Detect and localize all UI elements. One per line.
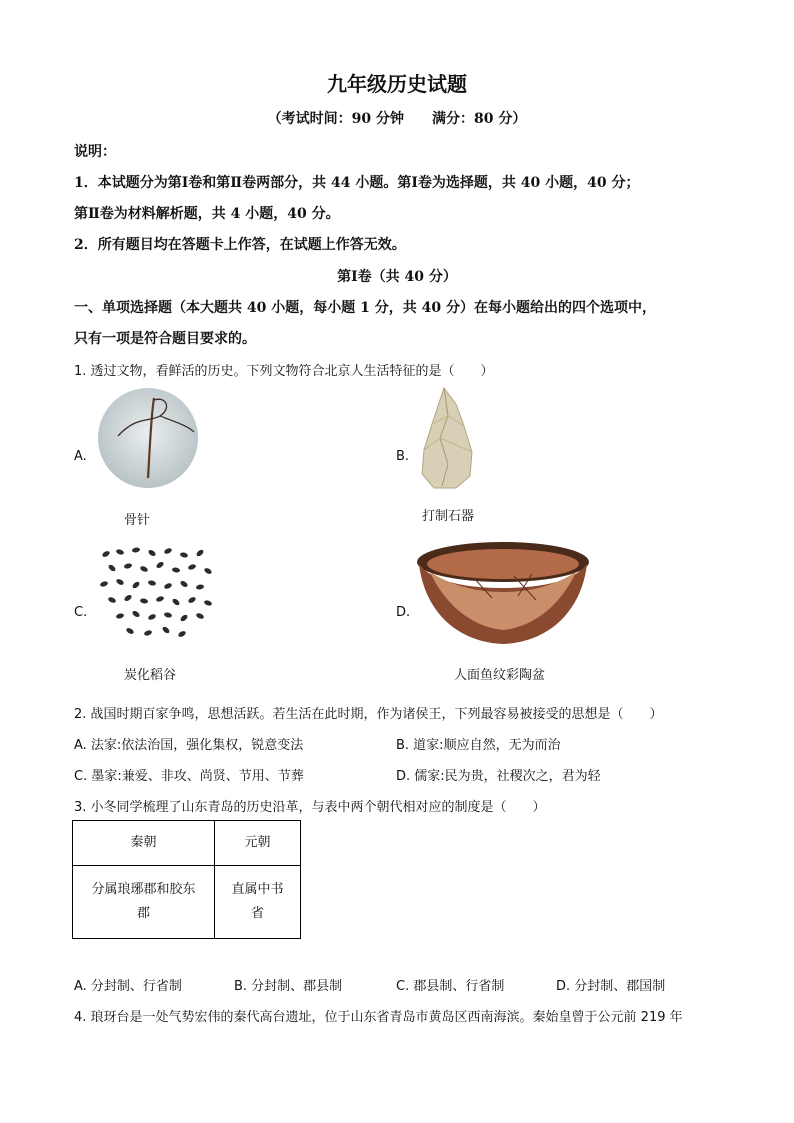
table-cell-qin-line-1: 分属琅琊郡和胶东: [91, 882, 196, 897]
question-2-stem: 2. 战国时期百家争鸣，思想活跃。若生活在此时期，作为诸侯王，下列最容易被接受的思想是（ ）: [74, 707, 663, 722]
q1-option-c-letter: C.: [74, 605, 88, 620]
q3-option-a: A. 分封制、行省制: [74, 979, 182, 994]
carbonized-rice-image: [96, 544, 220, 644]
q1-option-d-caption: 人面鱼纹彩陶盆: [454, 668, 546, 683]
stone-tool-image: [418, 386, 476, 490]
part-instructions-line-2: 只有一项是符合题目要求的。: [74, 331, 256, 347]
table-cell-yuan: [215, 866, 301, 939]
instructions-heading: 说明：: [74, 144, 116, 160]
q1-option-d-letter: D.: [396, 605, 411, 620]
q3-option-d: D. 分封制、郡国制: [556, 979, 666, 994]
q3-option-b: B. 分封制、郡县制: [234, 979, 343, 994]
table-header-yuan: 元朝: [215, 821, 301, 866]
history-table: [72, 820, 301, 939]
q2-option-a: A. 法家:依法治国，强化集权，锐意变法: [74, 738, 304, 753]
bone-needle-image: [96, 386, 200, 490]
table-header-qin: 秦朝: [73, 821, 215, 866]
q1-option-b-caption: 打制石器: [422, 509, 475, 524]
part-instructions-line-1: 一、单项选择题（本大题共 40 小题，每小题 1 分，共 40 分）在每小题给出的四个选项中，: [74, 300, 656, 316]
instructions-line-1: 1．本试题分为第Ⅰ卷和第Ⅱ卷两部分，共 44 小题。第Ⅰ卷为选择题，共 40 小题，40 分；: [74, 175, 640, 191]
exam-title: 九年级历史试题: [327, 72, 467, 96]
table-cell-qin-line-2: 郡: [136, 906, 150, 921]
q2-option-c: C. 墨家:兼爱、非攻、尚贤、节用、节葬: [74, 769, 304, 784]
table-cell-yuan-line-2: 省: [250, 906, 264, 921]
section-title: 第Ⅰ卷（共 40 分）: [337, 269, 457, 285]
exam-subtitle: （考试时间：90 分钟 满分：80 分）: [267, 111, 527, 127]
question-1-stem: 1. 透过文物，看鲜活的历史。下列文物符合北京人生活特征的是（ ）: [74, 364, 494, 379]
q2-option-b: B. 道家:顺应自然，无为而治: [396, 738, 561, 753]
table-cell-yuan-line-1: 直属中书: [231, 882, 284, 897]
q1-option-b-letter: B.: [396, 449, 410, 464]
q1-option-a-caption: 骨针: [124, 513, 151, 528]
question-4-stem: 4. 琅玡台是一处气势宏伟的秦代高台遗址，位于山东省青岛市黄岛区西南海滨。秦始皇曾于公元前 219 年: [74, 1010, 683, 1025]
table-cell-qin: [73, 866, 215, 939]
instructions-line-3: 2．所有题目均在答题卡上作答，在试题上作答无效。: [74, 237, 406, 253]
q1-option-a-letter: A.: [74, 449, 87, 464]
instructions-line-2: 第Ⅱ卷为材料解析题，共 4 小题，40 分。: [74, 206, 340, 222]
painted-pottery-basin-image: [414, 538, 592, 648]
question-3-stem: 3. 小冬同学梳理了山东青岛的历史沿革，与表中两个朝代相对应的制度是（ ）: [74, 800, 546, 815]
q2-option-d: D. 儒家:民为贵，社稷次之，君为轻: [396, 769, 601, 784]
q3-option-c: C. 郡县制、行省制: [396, 979, 505, 994]
q1-option-c-caption: 炭化稻谷: [124, 668, 177, 683]
